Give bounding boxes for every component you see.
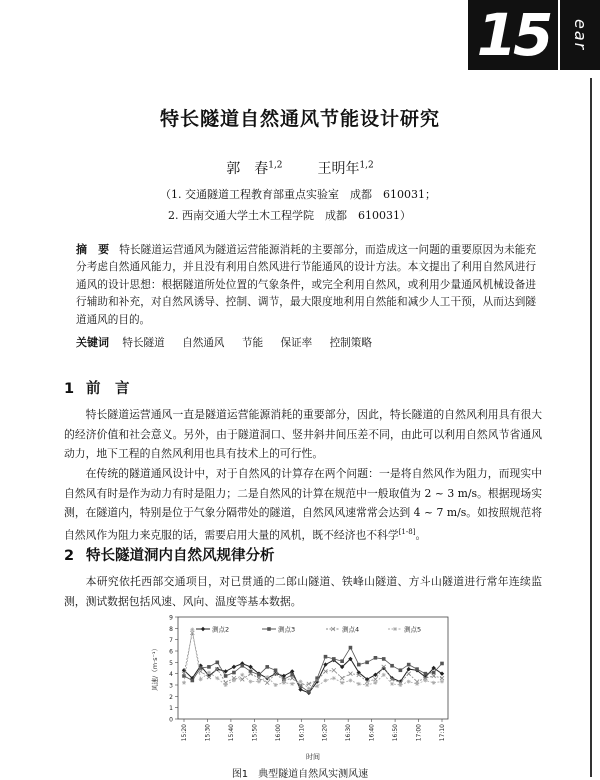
x-tick-label: 15:20 (181, 724, 188, 742)
y-tick-label: 6 (169, 648, 173, 656)
data-point (182, 681, 186, 685)
data-point (323, 662, 327, 666)
data-point (298, 687, 302, 691)
data-point (207, 665, 211, 669)
data-point (224, 674, 228, 678)
data-point (424, 672, 428, 676)
data-point (207, 671, 211, 675)
data-point (348, 672, 352, 676)
x-tick-label: 16:30 (345, 724, 353, 742)
data-point (373, 681, 377, 685)
data-point (340, 659, 344, 663)
y-tick-label: 9 (169, 614, 173, 622)
data-point (340, 676, 344, 680)
x-tick-label: 16:00 (274, 724, 282, 742)
body-paragraph: 本研究依托西部交通项目，对已贯通的二郎山隧道、铁峰山隧道、方斗山隧道进行常年连续监测，测试数据包括风速、风向、温度等基本数据。 (64, 575, 542, 608)
data-point (349, 646, 353, 650)
data-point (215, 661, 219, 665)
x-tick-label: 17:00 (415, 724, 423, 742)
section-title: 特长隧道洞内自然风规律分析 (86, 548, 275, 564)
issue-number-badge: 15 (468, 0, 558, 70)
data-point (265, 675, 269, 679)
data-point (398, 683, 402, 687)
data-point (440, 680, 444, 684)
affiliation-line: （1. 交通隧道工程教育部重点实验室 成都 610031； (160, 188, 436, 201)
data-point (224, 683, 228, 687)
data-point (265, 665, 269, 669)
data-point (407, 663, 411, 667)
data-point (274, 668, 278, 672)
abstract-label: 摘 要 (76, 243, 110, 256)
data-point (290, 673, 294, 677)
author-name: 王明年 (317, 161, 360, 177)
y-axis-label: 风速/（m·s⁻¹） (151, 644, 159, 692)
data-point (393, 627, 397, 631)
data-point (382, 673, 386, 677)
data-point (323, 678, 327, 682)
x-axis-label: 时间 (306, 753, 320, 761)
author-name: 郭 春 (226, 161, 269, 177)
section-number: 2 (64, 548, 75, 564)
author-affil-mark: 1,2 (268, 160, 283, 171)
keywords (76, 334, 536, 350)
y-tick-label: 7 (169, 637, 173, 645)
data-point (324, 655, 328, 659)
y-tick-label: 3 (169, 682, 173, 690)
author-line (0, 158, 600, 178)
series-line (184, 648, 442, 692)
data-point (357, 682, 361, 686)
keyword: 保证率 (280, 337, 313, 349)
data-point (432, 671, 436, 675)
keyword: 自然通风 (182, 337, 225, 349)
data-point (407, 680, 411, 684)
keyword: 节能 (241, 337, 264, 349)
figure-caption: 图1 典型隧道自然风实测风速 (231, 769, 369, 780)
data-point (374, 656, 378, 660)
data-point (432, 681, 436, 685)
data-point (191, 679, 195, 683)
x-tick-label: 16:20 (321, 724, 329, 742)
legend-label: 测点3 (278, 625, 296, 634)
data-point (390, 664, 394, 668)
data-point (399, 668, 403, 672)
data-point (199, 666, 203, 670)
legend-label: 测点2 (212, 625, 230, 634)
y-tick-label: 5 (169, 659, 173, 667)
section-title: 前 言 (86, 381, 130, 397)
keyword: 控制策略 (329, 337, 372, 349)
data-point (423, 678, 427, 682)
x-tick-label: 17:10 (439, 724, 446, 742)
x-tick-label: 16:50 (392, 724, 400, 742)
body-paragraph: 特长隧道运营通风一直是隧道运营能源消耗的重要部分，因此，特长隧道的自然风利用具有很大的经济价值和社会意义。另外，由于隧道洞口、竖井斜井间压差不同，由此可以利用自然风节省通风动力，地下工程的自然风利用也具有技术上的可行性。 (64, 408, 542, 461)
section-heading (64, 377, 130, 398)
data-point (282, 681, 286, 685)
y-tick-label: 2 (169, 693, 173, 701)
data-point (340, 681, 344, 685)
data-point (290, 669, 294, 673)
x-tick-label: 16:40 (368, 724, 376, 742)
data-point (332, 668, 336, 672)
data-point (240, 677, 244, 681)
affiliation-line: 2. 西南交通大学土木工程学院 成都 610031） (168, 209, 411, 222)
data-point (265, 681, 269, 685)
wind-speed-chart (148, 611, 456, 763)
issue-word-badge: ear (560, 0, 600, 70)
data-point (415, 667, 419, 671)
data-point (232, 678, 236, 682)
author-affil-mark: 1,2 (359, 160, 374, 171)
body-paragraph (64, 464, 542, 545)
x-tick-label: 15:40 (227, 724, 235, 742)
data-point (201, 627, 205, 631)
data-point (365, 683, 369, 687)
data-point (267, 627, 271, 631)
data-point (407, 672, 411, 676)
data-point (257, 680, 261, 684)
data-point (249, 680, 253, 684)
keywords-label: 关键词 (76, 336, 109, 349)
paragraph-text: 在传统的隧道通风设计中，对于自然风的计算存在两个问题：一是将自然风作为阻力，而现实中自然风有时是作为动力有时是阻力；二是自然风的计算在规范中一般取值为 2 ~ 3 m/s。根据现场实测，在隧道内，特别是位于气象分隔带处的隧道，自然风风速常常会达到 4 ~ 7 m/s。如按照规范将自然风作为阻力来克服的话，需要启用大量的风机，既不经济也不科学 (64, 467, 542, 542)
data-point (332, 676, 336, 680)
abstract-text: 特长隧道运营通风为隧道运营能源消耗的主要部分，而造成这一问题的重要原因为未能充分考虑自然通风能力，并且没有利用自然风进行节能通风的设计方法。本文提出了利用自然风进行通风的设计思想：根据隧道所处位置的气象条件，或完全利用自然风，或利用少量通风机械设备进行辅助和补充，对自然风诱导、控制、调节，最大限度地利用自然能和减少人工干预，从而达到隧道通风的目的。 (76, 244, 536, 326)
citation-ref: [1-8] (398, 527, 416, 536)
legend-label: 测点4 (342, 625, 360, 634)
side-rule (590, 78, 592, 777)
data-point (274, 683, 278, 687)
series-line (184, 659, 442, 693)
x-tick-label: 15:50 (251, 724, 259, 742)
data-point (390, 682, 394, 686)
data-point (290, 682, 294, 686)
data-point (332, 657, 336, 661)
data-point (215, 676, 219, 680)
data-point (257, 673, 261, 677)
y-tick-label: 4 (169, 671, 173, 679)
data-point (307, 686, 311, 690)
y-tick-label: 1 (169, 705, 173, 713)
data-point (307, 690, 311, 694)
data-point (232, 671, 236, 675)
data-point (240, 664, 244, 668)
data-point (232, 665, 236, 669)
data-point (382, 657, 386, 661)
legend-label: 测点5 (404, 625, 422, 634)
x-tick-label: 16:10 (298, 724, 306, 742)
keyword: 特长隧道 (122, 337, 165, 349)
data-point (348, 678, 352, 682)
data-point (415, 682, 419, 686)
data-point (440, 662, 444, 666)
y-tick-label: 0 (169, 716, 173, 724)
data-point (290, 676, 294, 680)
data-point (190, 627, 194, 631)
section-number: 1 (64, 381, 75, 397)
data-point (199, 677, 203, 681)
paper-title: 特长隧道自然通风节能设计研究 (159, 108, 440, 130)
data-point (357, 663, 361, 667)
x-tick-label: 15:30 (204, 724, 212, 742)
section-heading (64, 544, 275, 565)
data-point (365, 661, 369, 665)
data-point (240, 673, 244, 677)
abstract (76, 241, 536, 329)
data-point (315, 684, 319, 688)
paragraph-tail: 。 (415, 528, 427, 542)
data-point (299, 680, 303, 684)
y-tick-label: 8 (169, 625, 173, 633)
